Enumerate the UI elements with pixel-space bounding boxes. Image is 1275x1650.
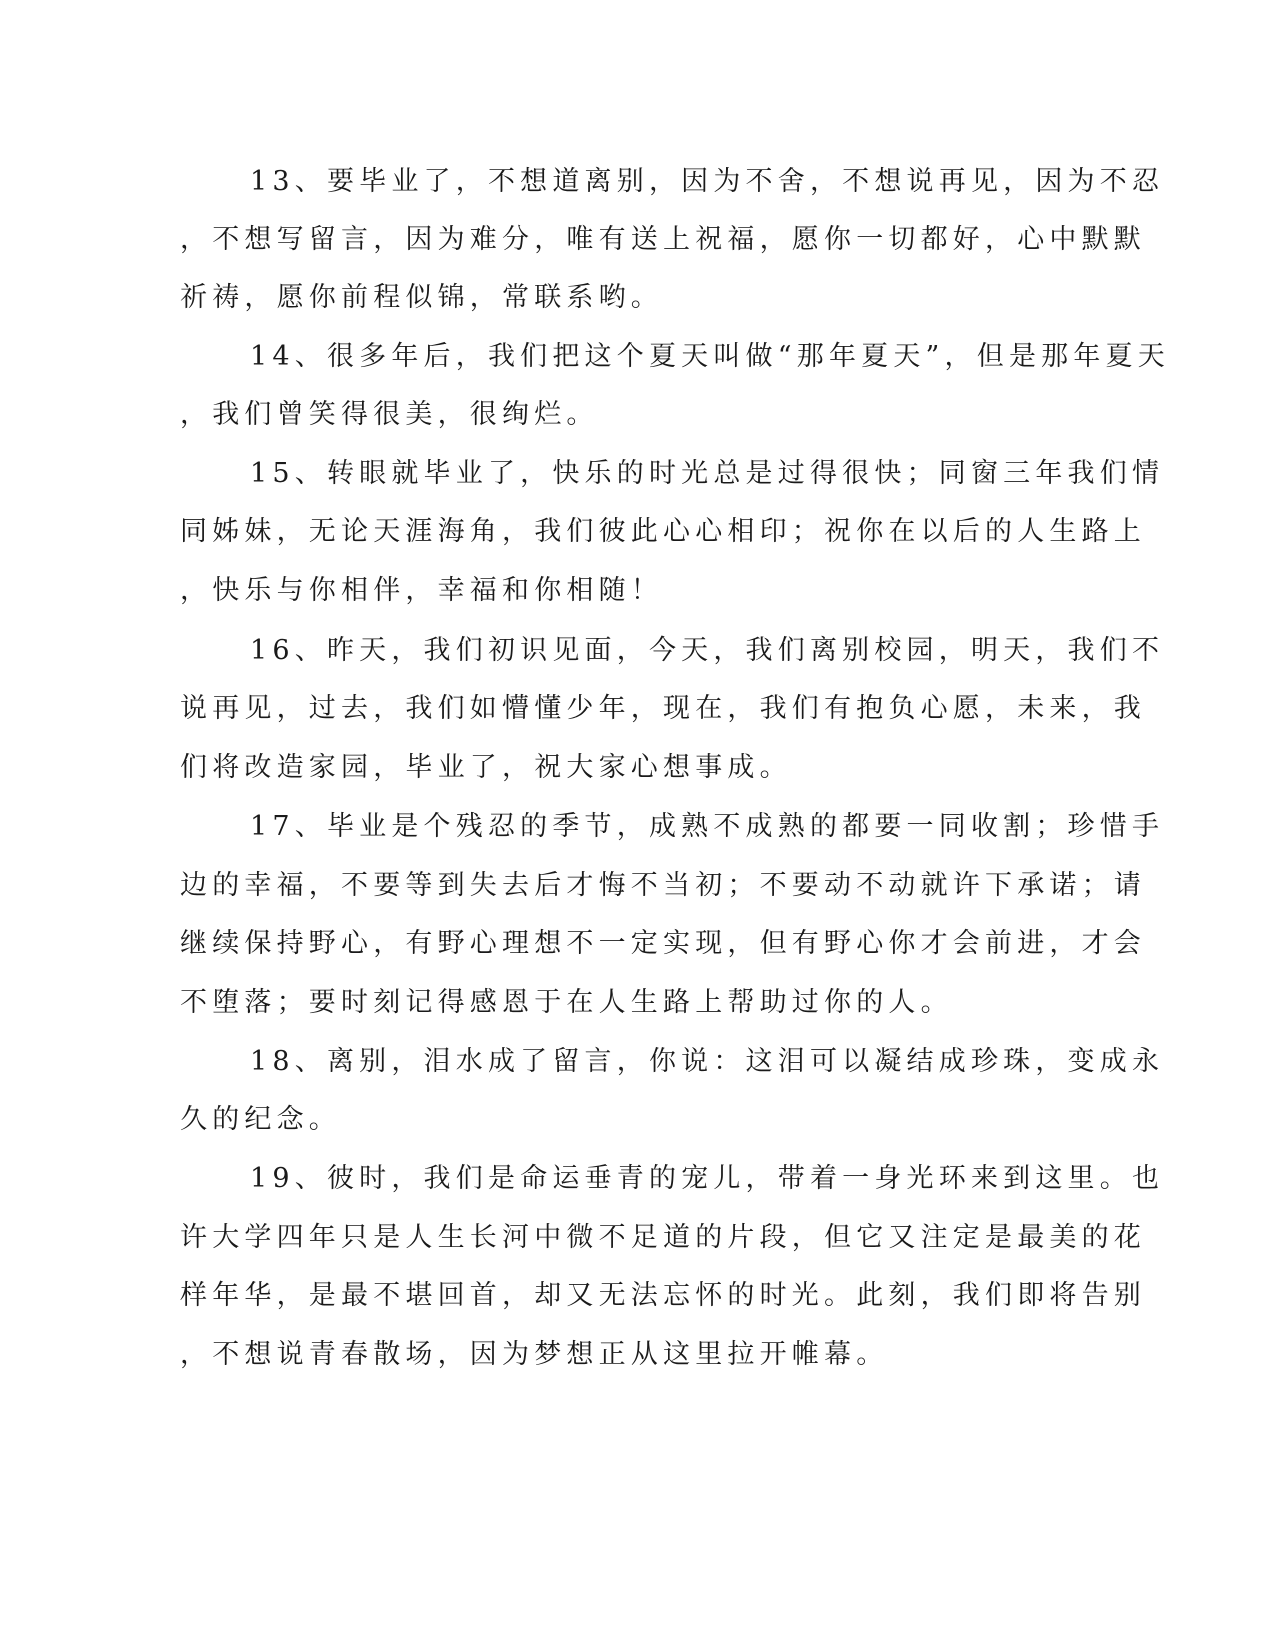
paragraph-13-line-2: ，不想写留言，因为难分，唯有送上祝福，愿你一切都好，心中默默 <box>180 224 1146 255</box>
paragraph-15-line-3: ，快乐与你相伴，幸福和你相随！ <box>180 575 663 606</box>
paragraph-16-line-1: 16、昨天，我们初识见面，今天，我们离别校园，明天，我们不 <box>250 635 1165 666</box>
paragraph-14-line-2: ，我们曾笑得很美，很绚烂。 <box>180 399 599 430</box>
paragraph-16-line-3: 们将改造家园，毕业了，祝大家心想事成。 <box>180 752 792 783</box>
paragraph-19-line-1: 19、彼时，我们是命运垂青的宠儿，带着一身光环来到这里。也 <box>250 1163 1165 1194</box>
paragraph-15-line-1: 15、转眼就毕业了，快乐的时光总是过得很快；同窗三年我们情 <box>250 458 1165 489</box>
paragraph-17-line-4: 不堕落；要时刻记得感恩于在人生路上帮助过你的人。 <box>180 987 953 1018</box>
paragraph-17-line-3: 继续保持野心，有野心理想不一定实现，但有野心你才会前进，才会 <box>180 928 1146 959</box>
paragraph-18-line-1: 18、离别，泪水成了留言，你说：这泪可以凝结成珍珠，变成永 <box>250 1046 1165 1077</box>
paragraph-19-line-2: 许大学四年只是人生长河中微不足道的片段，但它又注定是最美的花 <box>180 1222 1146 1253</box>
paragraph-13-line-3: 祈祷，愿你前程似锦，常联系哟。 <box>180 282 663 313</box>
paragraph-17-line-1: 17、毕业是个残忍的季节，成熟不成熟的都要一同收割；珍惜手 <box>250 811 1165 842</box>
paragraph-13-line-1: 13、要毕业了，不想道离别，因为不舍，不想说再见，因为不忍 <box>250 166 1165 197</box>
paragraph-19-line-4: ，不想说青春散场，因为梦想正从这里拉开帷幕。 <box>180 1339 889 1370</box>
paragraph-17-line-2: 边的幸福，不要等到失去后才悔不当初；不要动不动就许下承诺；请 <box>180 870 1146 901</box>
paragraph-18-line-2: 久的纪念。 <box>180 1104 341 1135</box>
paragraph-15-line-2: 同姊妹，无论天涯海角，我们彼此心心相印；祝你在以后的人生路上 <box>180 516 1146 547</box>
paragraph-14-line-1: 14、很多年后，我们把这个夏天叫做“那年夏天”，但是那年夏天 <box>250 341 1170 372</box>
paragraph-16-line-2: 说再见，过去，我们如懵懂少年，现在，我们有抱负心愿，未来，我 <box>180 693 1146 724</box>
paragraph-19-line-3: 样年华，是最不堪回首，却又无法忘怀的时光。此刻，我们即将告别 <box>180 1280 1146 1311</box>
